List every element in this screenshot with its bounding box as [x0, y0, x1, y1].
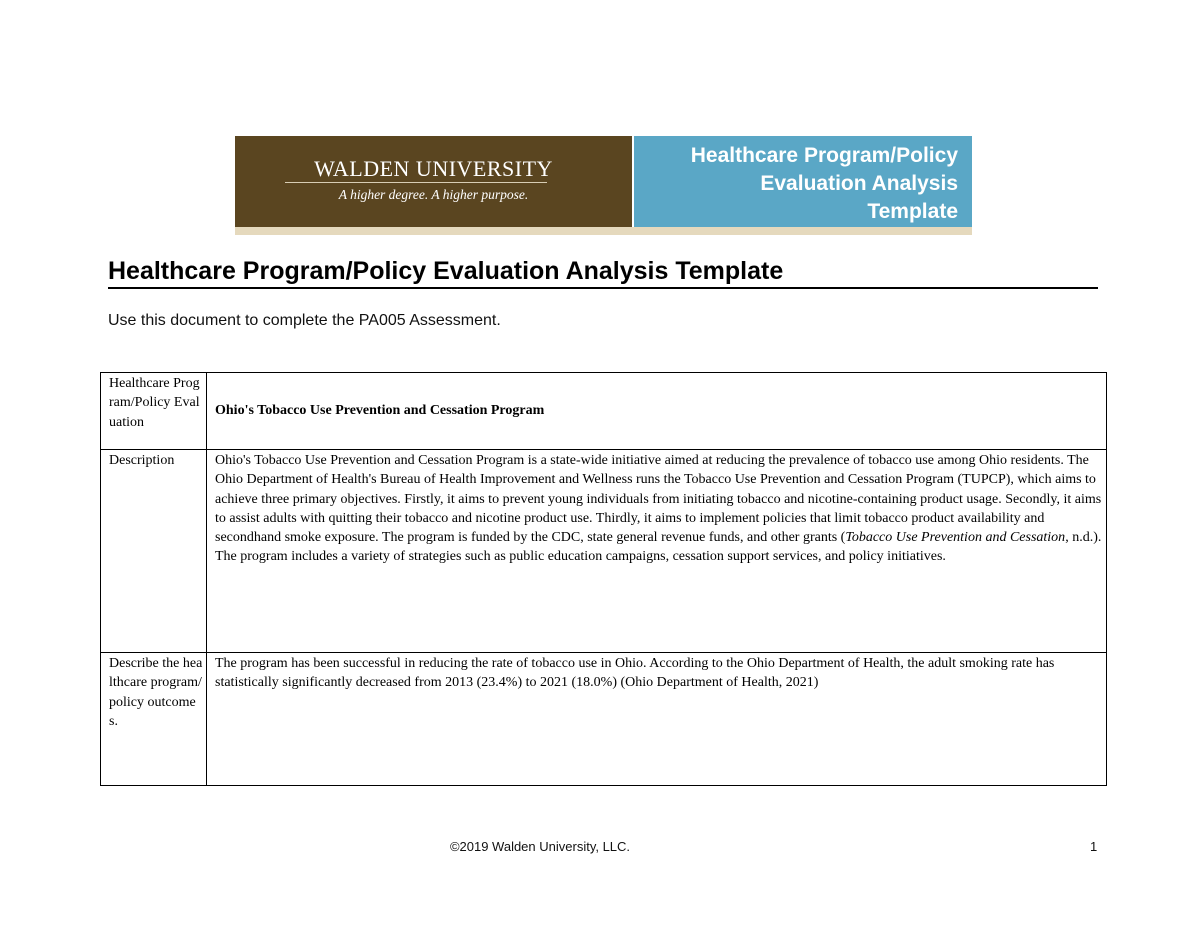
page-title: Healthcare Program/Policy Evaluation Analysis Template — [108, 257, 1098, 289]
banner-title-line-1: Healthcare Program/Policy — [690, 144, 958, 167]
description-cell[interactable] — [207, 450, 1107, 653]
logo-university-name: WALDEN UNIVERSITY — [314, 156, 553, 181]
outcomes-cell[interactable]: The program has been successful in reducing the rate of tobacco use in Ohio. According to the Ohio Department of Health, the adult smoking rate has statistically significantly decreased from 2013 (23.4%) to 2021 (18.0%) (Ohio Department of Health, 2021) — [207, 653, 1107, 786]
row-label-program: Healthcare Program/Policy Evaluation — [101, 373, 207, 450]
evaluation-table — [100, 372, 1107, 786]
program-name-cell[interactable]: Ohio's Tobacco Use Prevention and Cessation Program — [207, 373, 1107, 450]
row-label-description: Description — [101, 450, 207, 653]
table-row — [101, 450, 1107, 653]
row-label-outcomes: Describe the healthcare program/policy outcomes. — [101, 653, 207, 786]
instruction-text: Use this document to complete the PA005 Assessment. — [108, 312, 501, 329]
table-row — [101, 373, 1107, 450]
footer-copyright: ©2019 Walden University, LLC. — [449, 839, 631, 854]
banner-title-line-2: Evaluation Analysis — [760, 172, 958, 195]
banner-accent-strip — [235, 227, 972, 235]
table-row — [101, 653, 1107, 786]
banner-title-line-3: Template — [867, 200, 958, 223]
walden-logo — [235, 136, 632, 227]
description-text: Ohio's Tobacco Use Prevention and Cessation Program is a state-wide initiative aimed at reducing the prevalence of tobacco use among Ohio residents. The Ohio Department of Health's Bureau of Health Improvement and Wellness runs the Tobacco Use Prevention and Cessation Program (TUPCP), which aims to achieve three primary objectives. Firstly, it aims to prevent young individuals from initiating tobacco and nicotine-containing product usage. Secondly, it aims to assist adults with quitting their tobacco and nicotine product use. Thirdly, it aims to implement policies that limit tobacco product availability and secondhand smoke exposure. The program is funded by the CDC, state general revenue funds, and other grants ( — [215, 453, 1102, 546]
logo-divider — [285, 182, 547, 183]
description-citation: Tobacco Use Prevention and Cessation — [845, 530, 1066, 546]
description-text-end: , n.d.). The program includes a variety of strategies such as public education campaigns, cessation support services, and policy initiatives. — [215, 530, 1102, 565]
banner-title — [634, 136, 972, 227]
logo-tagline: A higher degree. A higher purpose. — [338, 187, 529, 202]
page-number: 1 — [1090, 839, 1098, 854]
header-banner — [235, 136, 972, 235]
